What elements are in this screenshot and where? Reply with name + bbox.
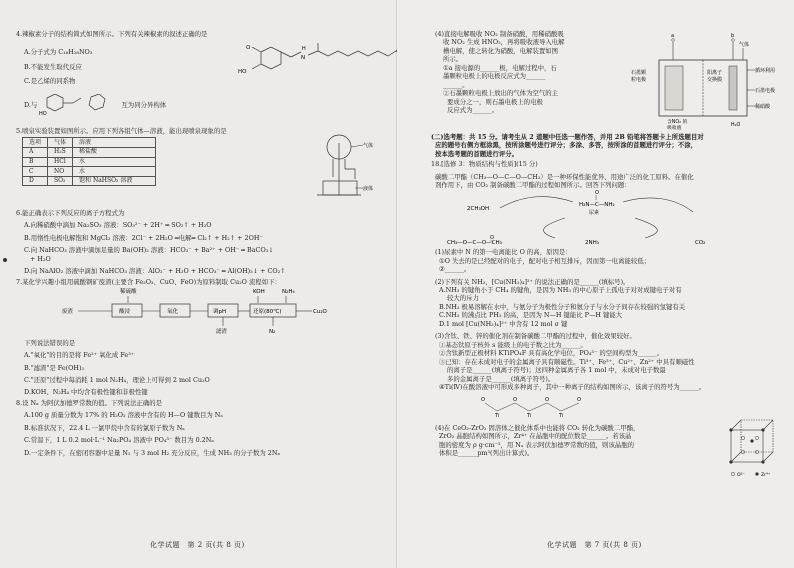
titanium-ion-structure (475, 391, 615, 421)
part-1-line: ②______。 (439, 265, 471, 274)
header-cell: 选项 (23, 138, 48, 148)
part-4-line: 体积是______pm³(列出计算式)。 (439, 449, 534, 458)
table-cell: HCl (48, 157, 73, 167)
question-5 (16, 127, 383, 207)
option-b: B.不能发生取代反应 (24, 62, 82, 71)
h-label: H (302, 46, 306, 52)
part-3-line: ①基态钛原子核外 s 能级上的电子数之比为______。 (439, 340, 587, 349)
part-1-line: (1)尿素中 N 的第一电离能比 O 的高，原因是： (435, 248, 572, 257)
text-line: 槽电解，使之转化为硝酸，电解装置如图 (443, 46, 559, 55)
table-cell: B (23, 157, 48, 167)
option-b: B.标准状况下，22.4 L 一氯甲烷中含有的氯原子数为 Nₐ (24, 423, 185, 432)
header-cell: 溶液 (73, 138, 156, 148)
dilute-nitric-label: 稀硝酸 (755, 104, 771, 110)
page-footer: 化学试题 第 7 页(共 8 页) (547, 540, 642, 549)
ion-o-label: O (481, 397, 485, 404)
part-2-line: B.NH₃ 极易溶解在水中，与氨分子为极性分子和氨分子与水分子间存在较强的氢键有关 (439, 302, 686, 311)
gas-solution-table (22, 137, 156, 186)
table-cell: 水 (73, 167, 156, 177)
table-cell: H₂S (48, 148, 73, 158)
process-flow (60, 286, 360, 336)
text-line: ①a 接电源的______极，电解过程中，石 (443, 63, 557, 72)
graphite-electrode-label: 石墨电极 (755, 88, 776, 94)
flow-start: 废渣 (62, 309, 74, 316)
option-d (16, 94, 383, 116)
fountain-apparatus (311, 133, 381, 201)
table-cell: SO₂ (48, 176, 73, 186)
part-3-line: ②含钛新型正极材料 KTiPO₄F 具有高化学电位，PO₄³⁻ 的空间构型为______。 (439, 349, 664, 358)
page-footer: 化学试题 第 2 页(共 8 页) (150, 540, 245, 549)
option-a: A."氧化"的目的是将 Fe²⁺ 氧化成 Fe³⁺ (24, 351, 135, 360)
table-cell: 水 (73, 157, 156, 167)
membrane-label: 阳离子 (707, 70, 723, 76)
methoxy-o-label: O (246, 45, 251, 51)
question-4-stem: 4.辣椒素分子的结构简式如图所示。下列有关辣椒素的叙述正确的是 (16, 30, 208, 38)
cycle-arrow (635, 218, 657, 238)
terminal-b: b (731, 33, 735, 39)
question-7-stem: 7.某化学兴趣小组用硫酸钢矿废渣(主要含 Fe₂O₃、CuO、FeO)为原料制取 Cu₂O 流程如下： (16, 277, 281, 286)
question-8-stem: 8.设 Nₐ 为阿伏加德罗常数的值。下列说法正确的是 (16, 398, 163, 407)
flow-box-label: 酸浸 (119, 309, 131, 316)
absorbent-label: 含NO₂ 的 (667, 120, 688, 125)
left-electrode-label: 石墨颗 (631, 70, 647, 76)
n-label: N (301, 55, 306, 61)
table-cell: 饱和 NaHSO₃ 溶液 (73, 176, 156, 186)
flow-reagent: N₂H₄ (282, 289, 295, 296)
flow-box-label: 氧化 (167, 309, 179, 316)
absorbent-label: 吸收液 (667, 126, 682, 130)
part-3-line: ④Ti(Ⅳ)在酸溶液中可形成多种离子，其中一种离子的结构如图所示，该离子的符号为______。 (439, 382, 706, 391)
alkyl-chain (318, 51, 396, 56)
question-18 (431, 160, 784, 484)
question-7 (16, 278, 383, 397)
text-line: 收 NO₂ 生成 HNO₂，再将吸收液导入电解 (443, 38, 565, 47)
beaker (323, 181, 357, 195)
flow-box-label: 调pH (213, 309, 227, 316)
graphite-particle-electrode (665, 66, 683, 110)
text-line: ②石墨颗粒电极上放出的气体为空气的主 (443, 89, 559, 98)
ion-ti-label: Ti (495, 413, 500, 420)
text-line: 所示。 (443, 55, 463, 64)
methanol-label: 2CH₃OH (467, 205, 490, 212)
flow-reagent: 稀硫酸 (120, 289, 137, 296)
co2-label: CO₂ (695, 239, 706, 246)
table-row (23, 157, 156, 167)
option-d: D.KOH、N₂H₄ 中均含有极性键和非极性键 (24, 388, 148, 397)
ion-ti-label: Ti (527, 413, 532, 420)
intro-line: 剂作用下，由 CO₂ 制备碳酸二甲酯的过程如图所示。回答下列问题： (435, 181, 631, 190)
part-4-line: 胞的密度为 ρ g·cm⁻³，用 Nₐ 表示阿伏加德罗常数的值，则该晶胞的 (439, 440, 635, 449)
intro-line: 碳酸二甲酯（CH₃—O—C—O—CH₃）是一种环保性能优异、用途广泛的化工原料。在催化 (435, 172, 694, 181)
isomer-structure (39, 94, 119, 116)
cycle-arrow (500, 196, 573, 207)
cycle-arrow (544, 218, 565, 238)
text-line: 反应式为______。 (447, 106, 499, 115)
text-line: ______。 (443, 80, 469, 89)
option-c: C.常温下，1 L 0.2 mol·L⁻¹ Na₂PO₄ 溶液中 PO₄³⁻ 数目为 0.2Nₐ (24, 436, 214, 445)
dmc-o-label: O (490, 234, 494, 241)
option-c: C.是乙烯的同系物 (24, 77, 76, 86)
option-a: A.分子式为 C₁₈H₂₈NO₃ (24, 48, 93, 57)
part-3-line: 的离子是______(填离子符号)；这四种金属离子各 1 mol 中，未成对电子数最 (447, 366, 666, 375)
table-row (23, 148, 156, 158)
option-c: C."还原"过程中每消耗 1 mol N₂H₄，理论上可得到 2 mol Cu₂O (24, 375, 210, 384)
part-2-line: D.1 mol [Cu(NH₃)₄]²⁺ 中含有 12 mol σ 键 (439, 319, 568, 328)
text-line: (4)直接电解吸收 NO₂ 制备硝酸，用稀硝酸吸 (435, 30, 564, 38)
liquid-label: 液体 (363, 186, 374, 192)
graphite-electrode (729, 66, 737, 110)
ion-o-label: O (545, 397, 549, 404)
water-label: H₂O (731, 123, 741, 128)
cyclohexane-ring (89, 94, 105, 110)
ho-label: HO (39, 110, 48, 116)
option-d: D.一定条件下，在密闭容器中足量 N₂ 与 3 mol H₂ 充分反应，生成 NH₃ 的分子数为 2Nₐ (24, 448, 280, 457)
synthesis-cycle (445, 190, 745, 246)
ho-label: HO (238, 69, 247, 75)
terminal-a: a (671, 33, 675, 39)
capsaicin-structure (226, 42, 426, 84)
flow-byproduct: 滤渣 (216, 329, 228, 336)
right-page (397, 0, 794, 568)
benzene-ring (261, 47, 281, 69)
question-7-ask: 下列说法错误的是 (24, 338, 76, 347)
table-cell: C (23, 167, 48, 177)
option-a: A.向稀硝酸中滴加 Na₂SO₃ 溶液：SO₃²⁻ + 2H⁺ ═ SO₂↑ + H₂O (24, 221, 212, 230)
part-1-line: ①O 失去的是已经配对的电子，配对电子相互排斥，因而第一电离能较低； (439, 256, 651, 265)
question-6 (16, 209, 383, 276)
ion-o-label: O (513, 397, 517, 404)
urea-structure: H₂N—C—NH₂ (579, 201, 615, 208)
part-2-line: (2)下列有关 NH₃，[Cu(NH₃)₄]²⁺ 的说法正确的是______(填标号)。 (435, 277, 630, 286)
question-4 (16, 30, 383, 125)
left-electrode-label: 粒电极 (631, 77, 647, 83)
option-b: B."滤渣"是 Fe(OH)₃ (24, 363, 85, 372)
flow-box-label: 还原(80℃) (253, 309, 282, 316)
instruction-line: 应的题号右侧方框涂黑，按所涂题号进行评分；多涂、多答，按所涂的首题进行评分；不涂， (435, 141, 698, 150)
urea-o-label: O (595, 189, 599, 196)
part-2-line: A.NH₃ 的键角小于 CH₄ 的键角，是因为 NH₃ 的中心原子上孤电子对对成键电子对有 (439, 285, 682, 294)
ion-ti-label: Ti (559, 413, 564, 420)
question-18-title: 18.[选修 3：物质结构与性质](15 分) (431, 160, 538, 169)
instruction-line: 按本选考题的首题进行评分。 (435, 149, 519, 158)
option-b: B.用惰性电极电解饱和 MgCl₂ 溶液：2Cl⁻ + 2H₂O ═电解═ Cl₂↑ + H₂↑ + 2OH⁻ (24, 233, 263, 242)
table-row (23, 176, 156, 186)
recycle-label: 循环利用 (755, 68, 776, 74)
gas-label: 气体 (739, 42, 750, 48)
benzene-ring (47, 94, 63, 111)
dmc-label: CH₃—O—C—O—CH₃ (447, 239, 502, 246)
membrane-label: 交换膜 (707, 77, 723, 83)
section-2-instructions (431, 133, 784, 158)
table-row (23, 167, 156, 177)
ion-o-label: O (577, 397, 581, 404)
option-a: A.100 g 质量分数为 17% 的 H₂O₂ 溶液中含有的 H—O 键数目为 Nₐ (24, 411, 223, 420)
part-2-line: 较大的斥力 (447, 294, 479, 303)
part-3-line: ③已知：存在未成对电子的金属离子具有顺磁性。Ti³⁺、Fe³⁺、Cu²⁺、Zn²⁺ 中具有顺磁性 (439, 357, 695, 366)
legend-oxide: O²⁻ (737, 472, 745, 478)
ammonia-label: 2NH₃ (585, 239, 599, 246)
question-6-stem: 6.能正确表示下列反应的离子方程式为 (16, 209, 125, 217)
option-d-suffix: 互为同分异构体 (121, 100, 167, 109)
urea-label: 尿素 (589, 209, 600, 216)
part-4-line: (4)在 CeO₂-ZrO₂ 固溶体之催化体系中也能将 CO₂ 转化为碳酸二甲酯， (435, 423, 640, 432)
table-header (23, 138, 156, 148)
table-cell: 稀盐酸 (73, 148, 156, 158)
option-d-prefix: D.与 (24, 100, 38, 109)
option-c-cont: + H₂O (30, 254, 51, 263)
instruction-line: (二)选考题：共 15 分。请考生从 2 道题中任选一题作答，并用 2B 铅笔将答题卡上所选题目对 (431, 133, 704, 141)
zro2-unit-cell (725, 416, 783, 478)
electrolysis-diagram (631, 30, 786, 130)
part-4-line: ZrO₂ 晶胞结构如图所示，Zr⁴⁺ 在晶胞中的配位数是______。若该晶 (439, 432, 632, 441)
gas-label: 气体 (363, 143, 374, 149)
option-d: D.向 NaAlO₂ 溶液中滴加 NaHCO₃ 溶液：AlO₂⁻ + H₂O + HCO₃⁻ ═ Al(OH)₃↓ + CO₂↑ (24, 267, 286, 276)
flow-byproduct: N₂ (269, 329, 276, 336)
table-cell: A (23, 148, 48, 158)
table-cell: D (23, 176, 48, 186)
ion-bonds (485, 403, 579, 411)
legend-zirconium: Zr⁴⁺ (761, 472, 771, 478)
question-8 (16, 399, 383, 457)
part-3-line: (3)含钛、铁、锌的催化剂在制备碳酸二甲酯的过程中，催化效果较好。 (435, 332, 636, 341)
text-line: 墨颗粒电极上的电极反应式为______ (443, 72, 546, 81)
question-4-sub (435, 30, 784, 130)
flow-end: Cu₂O (313, 309, 327, 316)
table-cell: NO (48, 167, 73, 177)
question-5-stem: 5.喷泉实验装置如图所示。应用下列各组气体—溶液，能出现喷泉现象的是 (16, 127, 227, 135)
part-2-line: C.NH₃ 的沸点比 PH₃ 的高，是因为 N—H 键能比 P—H 键能大 (439, 311, 623, 320)
header-cell: 气体 (48, 138, 73, 148)
option-c: C.向 NaHCO₃ 溶液中滴加足量的 Ba(OH)₂ 溶液：HCO₃⁻ + Ba²⁺ + OH⁻ ═ BaCO₃↓ (24, 246, 274, 255)
text-line: 要成分之一，则石墨电极上的电极 (447, 97, 543, 106)
cycle-arrow (623, 198, 693, 212)
part-3-line: 多的金属离子是______(填离子符号)。 (447, 374, 555, 383)
flow-reagent: KOH (253, 289, 265, 296)
